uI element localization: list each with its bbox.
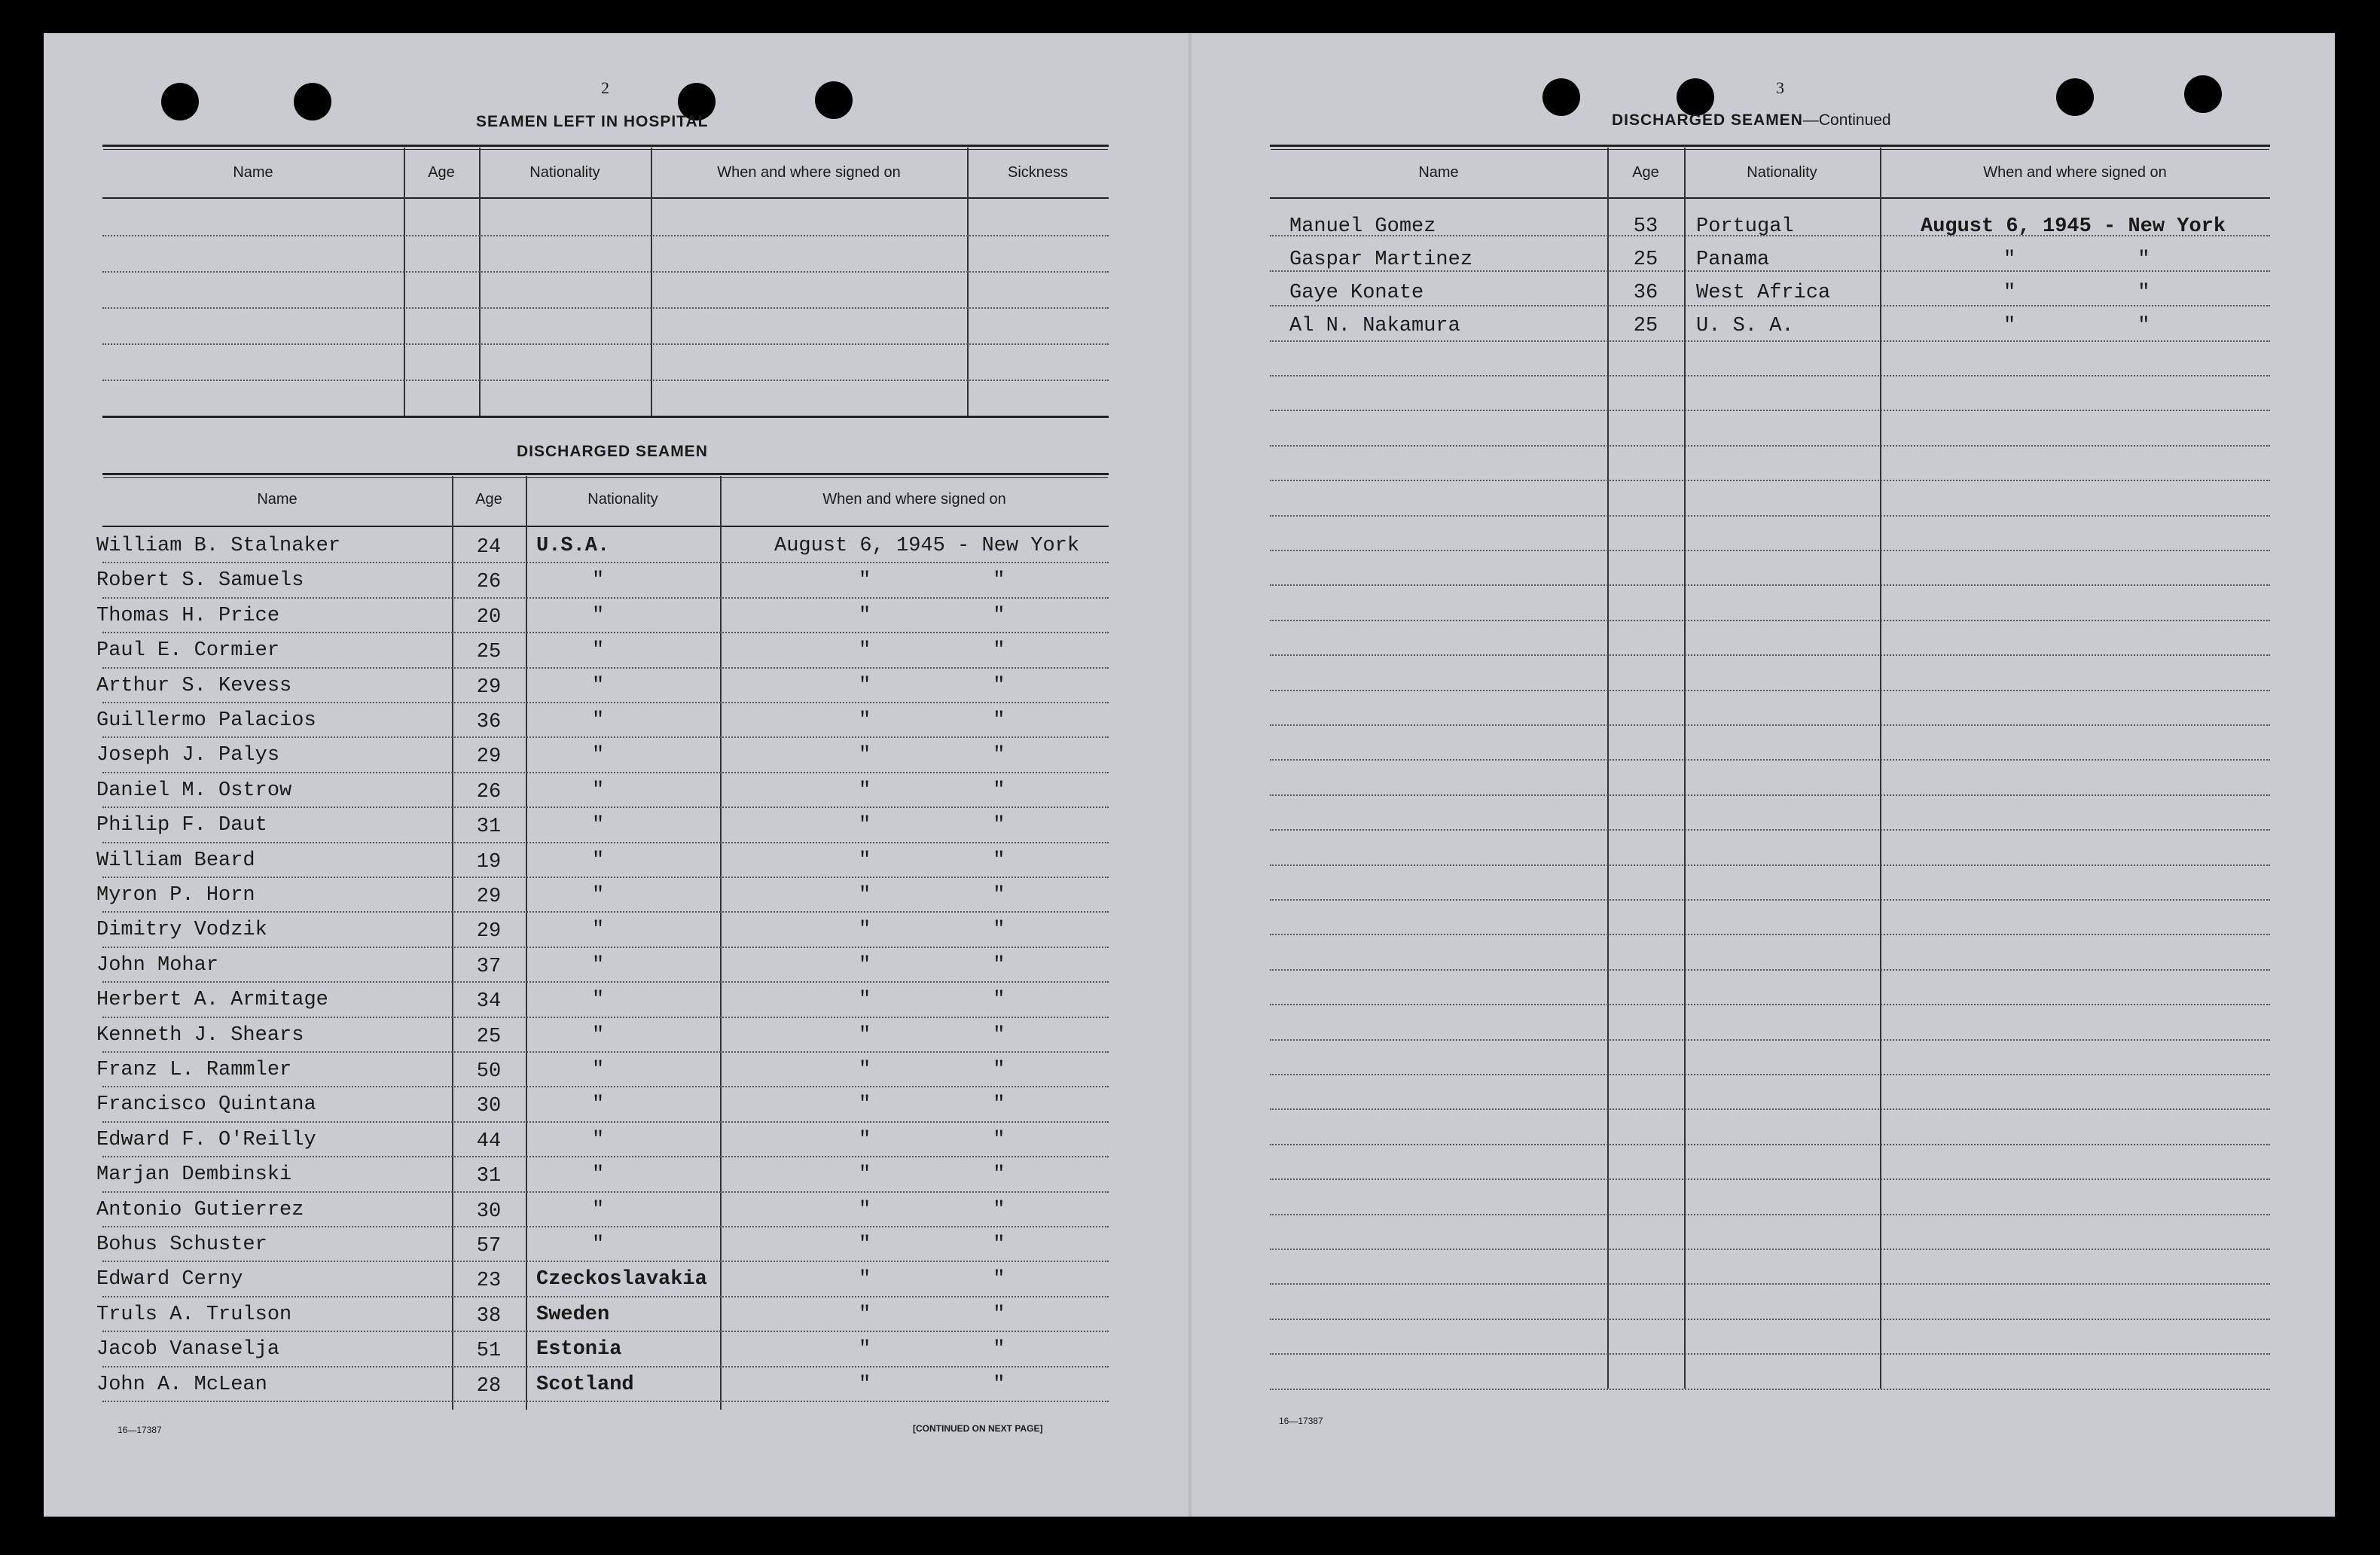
signed-on: " " [859,849,1005,872]
signed-on: " " [2003,315,2150,337]
row-line [1270,410,2270,411]
seaman-age: 36 [1633,282,1658,304]
seaman-nationality: West Africa [1696,282,1831,304]
seaman-name: Robert S. Samuels [96,569,304,593]
signed-on: " " [859,919,1005,942]
seaman-nationality: " [592,569,605,593]
row-line [1270,899,2270,901]
seaman-name: Daniel M. Ostrow [96,779,292,802]
row-line [1270,620,2270,621]
row-line [1270,1004,2270,1005]
page-fold [1188,33,1192,1517]
punch-hole [2056,78,2094,116]
row-line [102,702,1109,703]
seaman-nationality: Portugal [1696,215,1794,238]
column-divider [1880,148,1881,1389]
continued-note: [CONTINUED ON NEXT PAGE] [913,1423,1043,1434]
right-top-rule [1270,145,2270,147]
row-line [102,667,1109,669]
seaman-nationality: " [592,709,605,732]
column-divider [651,148,652,416]
punch-hole [294,83,331,120]
seaman-nationality: " [592,1128,605,1151]
row-line [102,842,1109,843]
column-header: Age [475,491,502,508]
seaman-nationality: " [592,674,605,697]
row-line [102,1191,1109,1193]
seaman-name: Edward Cerny [96,1268,243,1291]
column-divider [404,148,405,416]
row-line [102,806,1109,808]
row-line [1270,550,2270,551]
seaman-age: 30 [476,1095,502,1118]
row-line [102,1017,1109,1018]
punch-hole [1677,78,1714,116]
seaman-name: William B. Stalnaker [96,535,341,557]
row-line [1270,864,2270,866]
row-line [102,597,1109,599]
blank-row-line [102,307,1109,309]
signed-on: " " [859,953,1005,977]
seaman-age: 19 [476,850,502,874]
row-line [1270,829,2270,831]
signed-on: " " [859,604,1005,627]
seaman-name: John Mohar [96,953,219,977]
column-header: Name [233,164,273,181]
signed-on: " " [859,639,1005,663]
seaman-nationality: " [592,814,605,837]
row-line [1270,1283,2270,1285]
seaman-nationality: " [592,744,605,767]
seaman-nationality: Czeckoslavakia [536,1268,707,1291]
row-line [1270,1353,2270,1355]
seaman-name: Jacob Vanaselja [96,1338,280,1361]
column-divider [720,476,722,1410]
signed-on: " " [859,744,1005,767]
seaman-age: 20 [476,605,502,629]
seaman-nationality: " [592,953,605,977]
seaman-name: Myron P. Horn [96,884,255,907]
seaman-name: Franz L. Rammler [96,1059,292,1081]
row-line [102,736,1109,738]
seaman-age: 29 [476,675,502,699]
seaman-nationality: Panama [1696,248,1770,271]
row-line [1270,515,2270,517]
seaman-age: 26 [476,571,502,594]
row-line [102,947,1109,948]
seaman-age: 34 [476,990,502,1014]
seaman-name: John A. McLean [96,1373,267,1396]
seaman-nationality: " [592,919,605,942]
seaman-age: 38 [476,1304,502,1328]
seaman-age: 24 [476,536,502,559]
left-page [44,33,1190,1517]
title-suffix: —Continued [1802,111,1891,129]
hospital-header-rule [102,197,1109,199]
row-line [1270,1074,2270,1075]
seaman-name: Bohus Schuster [96,1233,267,1256]
signed-on: " " [859,1023,1005,1047]
row-line [1270,1039,2270,1041]
seaman-name: Herbert A. Armitage [96,989,328,1012]
column-header: Nationality [587,491,658,508]
column-header: When and where signed on [822,491,1006,508]
row-line [1270,1249,2270,1250]
row-line [1270,305,2270,306]
row-line [1270,1214,2270,1215]
seaman-nationality: " [592,779,605,802]
page-number: 2 [601,78,609,97]
signed-on: " " [859,814,1005,837]
seaman-nationality: U.S.A. [536,535,610,557]
row-line [1270,794,2270,796]
row-line [1270,375,2270,377]
signed-on: " " [859,1233,1005,1256]
seaman-age: 30 [476,1200,502,1223]
page-number: 3 [1776,78,1784,97]
column-divider [1684,148,1686,1389]
seaman-nationality: " [592,1093,605,1117]
signed-on: " " [859,674,1005,697]
discharged-continued-title [1612,111,1891,130]
row-line [1270,340,2270,342]
column-header: Age [428,164,455,181]
column-header: When and where signed on [1983,164,2167,181]
seaman-name: Truls A. Trulson [96,1303,292,1326]
seaman-nationality: " [592,1233,605,1256]
signed-on: " " [859,779,1005,802]
seaman-nationality: Sweden [536,1303,610,1326]
row-line [1270,1319,2270,1320]
row-line [102,911,1109,913]
column-header: Sickness [1007,164,1069,181]
seaman-name: Al N. Nakamura [1289,315,1460,337]
row-line [102,1401,1109,1402]
punch-hole [2184,75,2222,113]
column-header: Name [1418,164,1459,181]
signed-on: " " [859,1338,1005,1361]
row-line [1270,969,2270,971]
row-line [1270,690,2270,691]
seaman-name: Francisco Quintana [96,1093,316,1117]
seaman-name: Gaspar Martinez [1289,248,1473,271]
signed-on: " " [2003,282,2150,304]
seaman-age: 26 [476,780,502,803]
row-line [1270,934,2270,935]
seaman-name: Edward F. O'Reilly [96,1128,316,1151]
row-line [1270,1108,2270,1110]
seaman-age: 31 [476,816,502,839]
seaman-nationality: Estonia [536,1338,622,1361]
row-line [102,1226,1109,1227]
row-line [1270,759,2270,761]
signed-on: " " [859,569,1005,593]
seaman-name: William Beard [96,849,255,872]
seaman-age: 29 [476,745,502,769]
seaman-nationality: " [592,639,605,663]
row-line [102,1261,1109,1262]
discharged-header-rule [102,526,1109,527]
row-line [1270,480,2270,481]
seaman-age: 25 [476,1025,502,1048]
row-line [102,1296,1109,1297]
signed-on: " " [2003,248,2150,271]
row-line [102,1156,1109,1157]
row-line [102,562,1109,563]
seaman-nationality: Scotland [536,1373,634,1396]
signed-on: " " [859,1303,1005,1326]
seaman-nationality: " [592,884,605,907]
column-divider [526,476,527,1410]
seaman-age: 31 [476,1165,502,1188]
seaman-age: 37 [476,955,502,978]
discharged-title: DISCHARGED SEAMEN [517,443,708,460]
row-line [1270,1178,2270,1180]
seaman-age: 25 [476,641,502,664]
row-line [102,772,1109,773]
signed-on: " " [859,884,1005,907]
seaman-name: Guillermo Palacios [96,709,316,732]
row-line [1270,724,2270,726]
blank-row-line [102,380,1109,381]
seaman-age: 53 [1633,215,1658,238]
seaman-nationality: " [592,1023,605,1047]
seaman-nationality: " [592,1059,605,1081]
seaman-nationality: " [592,1163,605,1187]
seaman-name: Antonio Gutierrez [96,1198,304,1221]
column-header: Nationality [529,164,600,181]
column-divider [479,148,481,416]
signed-on: " " [859,709,1005,732]
blank-row-line [102,343,1109,345]
right-header-rule [1270,197,2270,199]
column-header: When and where signed on [717,164,901,181]
seaman-age: 44 [476,1130,502,1153]
signed-on: " " [859,1268,1005,1291]
signed-on: " " [859,1093,1005,1117]
seaman-age: 28 [476,1374,502,1398]
seaman-nationality: " [592,989,605,1012]
seaman-age: 29 [476,886,502,908]
punch-hole [161,83,199,120]
seaman-name: Dimitry Vodzik [96,919,267,942]
seaman-age: 23 [476,1270,502,1293]
seaman-age: 50 [476,1060,502,1083]
seaman-age: 51 [476,1340,502,1363]
row-line [102,1051,1109,1053]
form-number: 16—17387 [117,1425,162,1435]
row-line [102,632,1109,633]
seaman-name: Thomas H. Price [96,604,280,627]
row-line [1270,1389,2270,1390]
seaman-nationality: " [592,1198,605,1221]
seaman-name: Arthur S. Kevess [96,674,292,697]
signed-on: " " [859,989,1005,1012]
hospital-top-rule [102,145,1109,147]
signed-on: " " [859,1198,1005,1221]
row-line [102,877,1109,878]
hospital-bottom-rule [102,416,1109,418]
seaman-name: Kenneth J. Shears [96,1023,304,1047]
seaman-nationality: " [592,849,605,872]
seaman-age: 25 [1633,248,1658,271]
punch-hole [1542,78,1580,116]
seaman-nationality: U. S. A. [1696,315,1794,337]
row-line [1270,445,2270,447]
seaman-nationality: " [592,604,605,627]
seaman-name: Marjan Dembinski [96,1163,292,1187]
signed-on: August 6, 1945 - New York [774,535,1080,557]
row-line [102,1366,1109,1367]
row-line [1270,584,2270,586]
title-main: DISCHARGED SEAMEN [1612,111,1803,129]
signed-on: " " [859,1373,1005,1396]
row-line [1270,1144,2270,1145]
seaman-age: 25 [1633,315,1658,337]
column-header: Name [257,491,298,508]
seaman-age: 29 [476,920,502,944]
row-line [102,1331,1109,1332]
seaman-name: Joseph J. Palys [96,744,280,767]
discharged-top-rule [102,473,1109,475]
signed-on: August 6, 1945 - New York [1921,215,2226,238]
row-line [1270,654,2270,656]
seaman-age: 57 [476,1235,502,1258]
row-line [102,1086,1109,1087]
column-header: Age [1632,164,1659,181]
seaman-age: 36 [476,711,502,733]
row-line [102,981,1109,983]
blank-row-line [102,235,1109,236]
seaman-name: Manuel Gomez [1289,215,1436,238]
seaman-name: Philip F. Daut [96,814,267,837]
seaman-name: Paul E. Cormier [96,639,280,663]
blank-row-line [102,271,1109,273]
hospital-title: SEAMEN LEFT IN HOSPITAL [476,113,709,130]
punch-hole [815,81,853,119]
column-divider [967,148,969,416]
signed-on: " " [859,1128,1005,1151]
row-line [102,1121,1109,1123]
seaman-name: Gaye Konate [1289,282,1424,304]
column-header: Nationality [1747,164,1817,181]
signed-on: " " [859,1163,1005,1187]
signed-on: " " [859,1059,1005,1081]
form-number: 16—17387 [1279,1416,1323,1426]
